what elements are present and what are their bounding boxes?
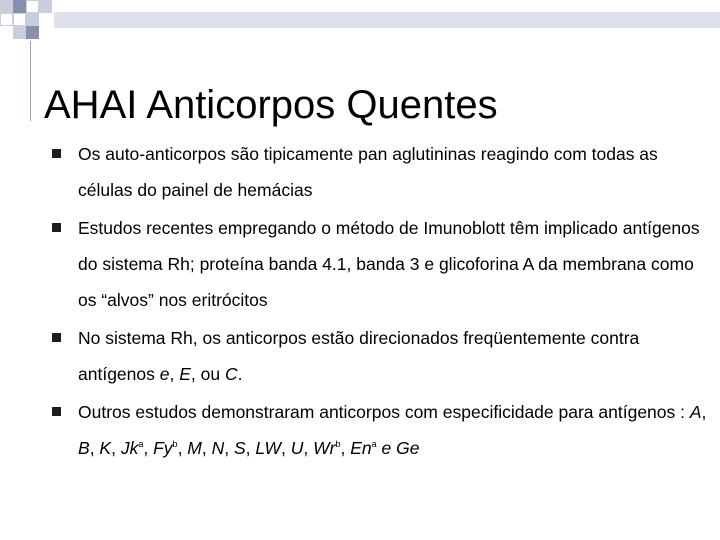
separator: ,: [177, 438, 188, 458]
antigen: K: [99, 438, 112, 458]
separator: ,: [89, 438, 100, 458]
bullet-text: [78, 320, 712, 392]
antigen: e Ge: [381, 438, 420, 458]
superscript: b: [335, 439, 341, 450]
decor-bar-light: [54, 28, 720, 29]
antigen-e: e: [159, 364, 170, 384]
antigen-C: C: [224, 364, 238, 384]
separator: ,: [281, 438, 291, 458]
decor-square: [26, 13, 39, 26]
superscript: a: [371, 439, 377, 450]
decor-square: [13, 26, 26, 39]
decor-square: [0, 0, 13, 13]
antigen: U: [290, 438, 304, 458]
antigen: S: [233, 438, 246, 458]
decorative-squares: [0, 0, 720, 40]
decor-square: [26, 0, 39, 13]
decor-bar: [54, 12, 720, 28]
text-run: No sistema Rh, os anticorpos estão direcionados freqüentemente contra antígenos: [78, 328, 640, 384]
bullet-item: [52, 394, 712, 466]
text-run: , ou: [190, 364, 225, 384]
square-bullet-icon: [52, 149, 61, 158]
antigen: En: [350, 438, 372, 458]
separator: ,: [245, 438, 256, 458]
bullet-text: [78, 394, 712, 466]
text-run: .: [237, 364, 243, 384]
square-bullet-icon: [52, 223, 61, 232]
antigen: Jk: [120, 438, 139, 458]
separator: ,: [143, 438, 154, 458]
separator: ,: [303, 438, 314, 458]
separator: ,: [224, 438, 234, 458]
bullet-list: [52, 136, 712, 466]
bullet-text: Os auto-anticorpos são tipicamente pan aglutininas reagindo com todas as células do painel de hemácias: [78, 144, 658, 200]
antigen: Fy: [153, 438, 173, 458]
superscript: b: [172, 439, 178, 450]
bullet-item: [52, 136, 712, 208]
separator: ,: [111, 438, 121, 458]
decor-square: [26, 26, 39, 39]
separator: ,: [340, 438, 351, 458]
decor-square: [39, 0, 52, 13]
decor-square: [0, 13, 13, 26]
antigen: M: [187, 438, 202, 458]
decor-square: [13, 13, 26, 26]
text-run: ,: [169, 364, 180, 384]
square-bullet-icon: [52, 333, 61, 342]
antigen: A: [689, 402, 702, 422]
antigen: N: [211, 438, 225, 458]
antigen: LW: [255, 438, 282, 458]
superscript: a: [138, 439, 144, 450]
text-run: Outros estudos demonstraram anticorpos com especificidade para antígenos :: [78, 402, 690, 422]
square-bullet-icon: [52, 407, 61, 416]
separator: ,: [201, 438, 212, 458]
separator: ,: [701, 402, 707, 422]
bullet-item: [52, 320, 712, 392]
vertical-accent-line: [30, 41, 31, 121]
antigen-E: E: [179, 364, 191, 384]
antigen: Wr: [313, 438, 336, 458]
slide-title: AHAI Anticorpos Quentes: [44, 82, 498, 127]
decor-square: [13, 0, 26, 13]
antigen: B: [78, 438, 90, 458]
bullet-item: [52, 210, 712, 318]
bullet-text: Estudos recentes empregando o método de Imunoblott têm implicado antígenos do sistema Rh; proteína banda 4.1, banda 3 e glicoforina A da membrana como os “alvos” nos eritrócitos: [78, 218, 700, 310]
